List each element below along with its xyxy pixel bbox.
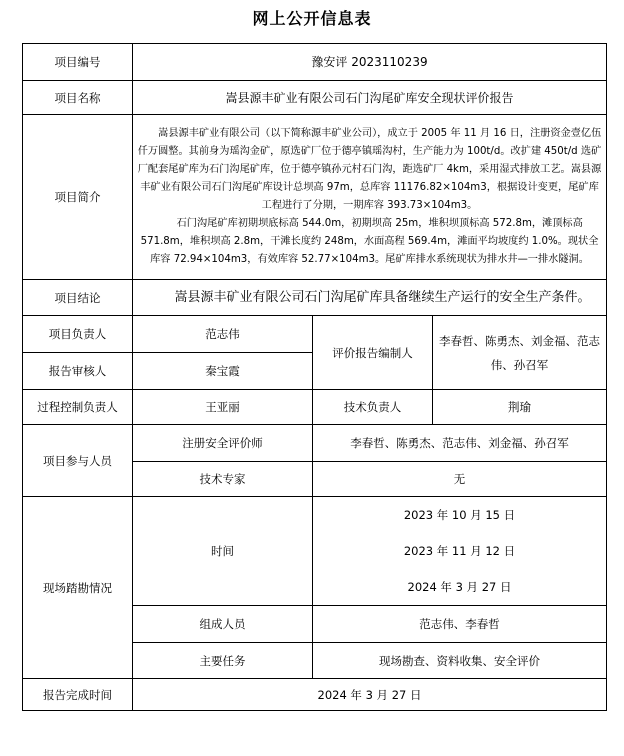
value-tech-lead: 荆瑜	[433, 390, 607, 425]
label-team: 组成人员	[133, 606, 313, 643]
row-project-name	[23, 81, 607, 115]
label-survey: 现场踏勘情况	[23, 497, 133, 679]
value-reg-assessor: 李春哲、陈勇杰、范志伟、刘金福、孙召军	[313, 425, 607, 462]
row-conclusion	[23, 280, 607, 316]
label-participants: 项目参与人员	[23, 425, 133, 497]
summary-paragraph-2: 石门沟尾矿库初期坝底标高 544.0m，初期坝高 25m，堆积坝顶标高 572.8m，滩顶标高 571.8m，堆积坝高 2.8m，干滩长度约 248m，水面高程 569.4m，滩面平均坡度约 1.0%。现状全库容 72.94×104m3，有效库容 52.77×104m3。尾矿库排水系统现状为排水井—一排水隧洞。	[140, 218, 599, 265]
row-reg-assessor	[23, 425, 607, 462]
row-completion	[23, 679, 607, 711]
label-reg-assessor: 注册安全评价师	[133, 425, 313, 462]
label-conclusion: 项目结论	[23, 280, 133, 316]
label-tech-lead: 技术负责人	[313, 390, 433, 425]
info-table	[22, 43, 607, 711]
label-summary: 项目简介	[23, 115, 133, 280]
value-summary	[133, 115, 607, 280]
value-team: 范志伟、李春哲	[313, 606, 607, 643]
row-project-no	[23, 44, 607, 81]
value-completion: 2024 年 3 月 27 日	[133, 679, 607, 711]
survey-date-3: 2024 年 3 月 27 日	[407, 580, 512, 594]
label-lead: 项目负责人	[23, 316, 133, 353]
value-reviewer: 秦宝霞	[133, 353, 313, 390]
label-project-no: 项目编号	[23, 44, 133, 81]
label-project-name: 项目名称	[23, 81, 133, 115]
survey-date-2: 2023 年 11 月 12 日	[403, 544, 516, 558]
label-report-writer: 评价报告编制人	[313, 316, 433, 390]
value-lead: 范志伟	[133, 316, 313, 353]
row-lead	[23, 316, 607, 353]
label-completion: 报告完成时间	[23, 679, 133, 711]
label-process-control: 过程控制负责人	[23, 390, 133, 425]
conclusion-text: 嵩县源丰矿业有限公司石门沟尾矿库具备继续生产运行的安全生产条件。	[174, 289, 591, 305]
value-tasks: 现场勘查、资料收集、安全评价	[313, 643, 607, 679]
page-title: 网上公开信息表	[252, 9, 372, 28]
summary-paragraph-1: 嵩县源丰矿业有限公司（以下简称源丰矿业公司），成立于 2005 年 11 月 16 日，注册资金壹亿伍仟万圆整。其前身为瑶沟金矿，原选矿厂位于德亭镇瑶沟村，生产能力为 100t/d。改扩建 450t/d 选矿厂配套尾矿库为石门沟尾矿库，位于德亭镇孙元村石门沟，距选矿厂 4km，采用湿式排放工艺。嵩县源丰矿业有限公司石门沟尾矿库设计总坝高 97m，总库容 11176.82×104m3，根据设计变更，尾矿库工程进行了分期，一期库容 393.73×104m3。	[137, 128, 602, 211]
label-tasks: 主要任务	[133, 643, 313, 679]
value-process-control: 王亚丽	[133, 390, 313, 425]
label-tech-expert: 技术专家	[133, 462, 313, 497]
value-project-no: 豫安评 2023110239	[133, 44, 607, 81]
value-survey-dates	[313, 497, 607, 606]
row-survey-time	[23, 497, 607, 606]
value-project-name: 嵩县源丰矿业有限公司石门沟尾矿库安全现状评价报告	[133, 81, 607, 115]
label-reviewer: 报告审核人	[23, 353, 133, 390]
value-tech-expert: 无	[313, 462, 607, 497]
value-conclusion	[133, 280, 607, 316]
row-summary	[23, 115, 607, 280]
survey-date-1: 2023 年 10 月 15 日	[403, 508, 516, 522]
value-report-writer: 李春哲、陈勇杰、刘金福、范志伟、孙召军	[433, 316, 607, 390]
label-time: 时间	[133, 497, 313, 606]
row-process-control	[23, 390, 607, 425]
